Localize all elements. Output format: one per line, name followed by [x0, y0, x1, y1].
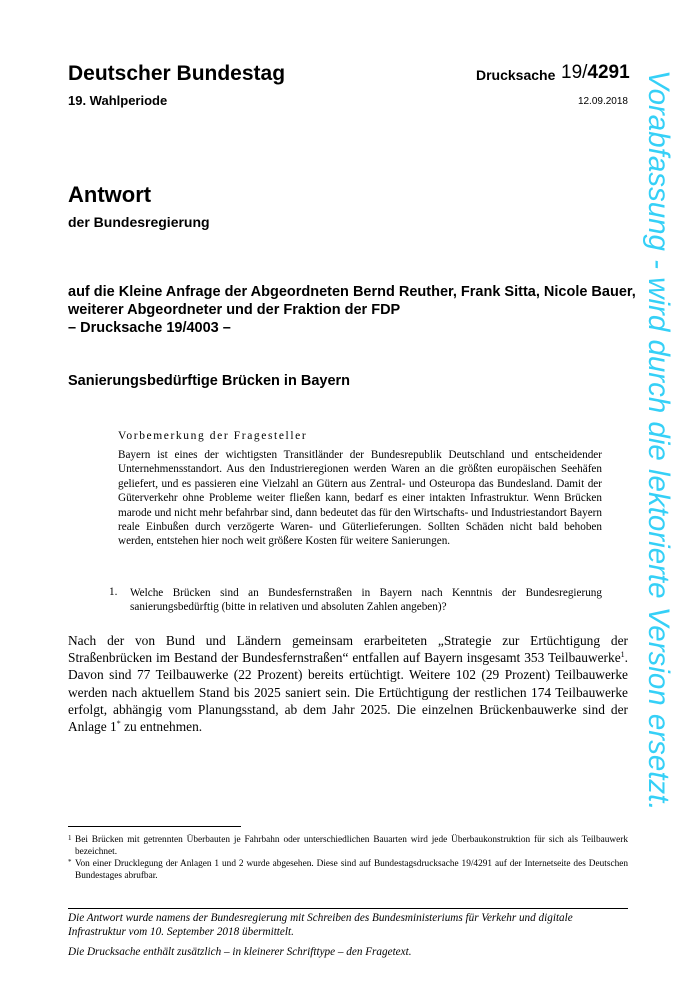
preliminary-version-watermark: Vorabfassung - wird durch die lektorierte Version ersetzt.: [642, 70, 675, 811]
footnote-divider: [68, 826, 241, 827]
drucksache-prefix: 19/: [561, 62, 588, 83]
footnotes: [68, 834, 628, 882]
transmittal-note: Die Antwort wurde namens der Bundesregierung mit Schreiben des Bundesministeriums für Verkehr und digitale Infrastruktur vom 10. September 2018 übermittelt.: [68, 912, 573, 939]
wahlperiode: 19. Wahlperiode: [68, 93, 168, 108]
footnote-text: Von einer Drucklegung der Anlagen 1 und 2 wurde abgesehen. Diese sind auf Bundestagsdrucksache 19/4291 auf der Internetseite des Deutschen Bundestages abrufbar.: [75, 859, 628, 881]
footnote-ref-1: 1: [620, 650, 625, 660]
preliminary-body: Bayern ist eines der wichtigsten Transitländer der Bundesrepublik Deutschland und entscheidender Unternehmensstandort. Aus den Industrieregionen werden Waren an die größten europäischen Seehäfen geliefert, und es passieren eine Vielzahl an Gütern aus Zentral- und Osteuropa das Bundesland. Damit der Güterverkehr ohne Probleme weiter fließen kann, bedarf es einer intakten Infrastruktur. Wenn Brücken marode und nicht mehr befahrbar sind, dann bedeutet das für den Wirtschafts- und Industriestandort Bayern reale Einbußen durch verzögerte Waren- und Güterlieferungen. Sollten Schäden nicht bald behoben werden, entstehen hier noch weit größere Kosten für weitere Sanierungen.: [118, 449, 602, 548]
answer-part-1: Nach der von Bund und Ländern gemeinsam erarbeiteten „Strategie zur Ertüchtigung der Straßenbrücken im Bestand der Bundesfernstraßen“ entfallen auf Bayern insgesamt 353 Teilbauwerke: [68, 633, 628, 666]
answer-part-2: . Davon sind 77 Teilbauwerke (22 Prozent) bereits ertüchtigt. Weitere 102 (29 Prozent) Teilbauwerke werden nach aktuellem Stand bis 2025 saniert sein. Die Ertüchtigung der restlichen 174 Teilbauwerke erfolgt, abhängig vom Planungsstand, ab dem Jahr 2025. Die einzelnen Brückenbauwerke sind der Anlage 1: [68, 650, 628, 735]
footnote-item: [68, 834, 628, 858]
organization-name: Deutscher Bundestag: [68, 62, 286, 85]
page-subtitle: der Bundesregierung: [68, 214, 210, 230]
preliminary-heading: Vorbemerkung der Fragesteller: [118, 430, 308, 442]
question-number: 1.: [109, 586, 118, 598]
topic-heading: Sanierungsbedürftige Brücken in Bayern: [68, 373, 351, 389]
drucksache-label: Drucksache: [476, 67, 556, 83]
inquiry-line-1: auf die Kleine Anfrage der Abgeordneten Bernd Reuther, Frank Sitta, Nicole Bauer,: [68, 284, 636, 300]
footnote-item: [68, 858, 628, 882]
inquiry-line-2: weiterer Abgeordneter und der Fraktion der FDP: [68, 302, 401, 318]
document-date: 12.09.2018: [577, 96, 628, 107]
footnote-ref-star: *: [116, 719, 121, 729]
footer-divider: [68, 908, 628, 909]
footnote-mark: *: [68, 858, 72, 866]
footnote-text: Bei Brücken mit getrennten Überbauten je Fahrbahn oder unterschiedlichen Bauarten wird jede Überbaukonstruktion für sich als Teilbauwerk bezeichnet.: [75, 835, 628, 857]
answer-paragraph: [68, 632, 628, 735]
inquiry-block: [68, 283, 638, 337]
page-title: Antwort: [68, 182, 152, 207]
drucksache-number: [561, 62, 630, 84]
answer-part-3: zu entnehmen.: [120, 719, 203, 735]
inquiry-line-3: – Drucksache 19/4003 –: [68, 320, 231, 336]
question-text: Welche Brücken sind an Bundesfernstraßen in Bayern nach Kenntnis der Bundesregierung sanierungsbedürftig (bitte in relativen und absoluten Zahlen angeben)?: [130, 587, 602, 614]
footnote-mark: 1: [68, 834, 72, 842]
drucksache-number-bold: 4291: [587, 62, 630, 83]
print-note: Die Drucksache enthält zusätzlich – in kleinerer Schrifttype – den Fragetext.: [68, 946, 412, 958]
